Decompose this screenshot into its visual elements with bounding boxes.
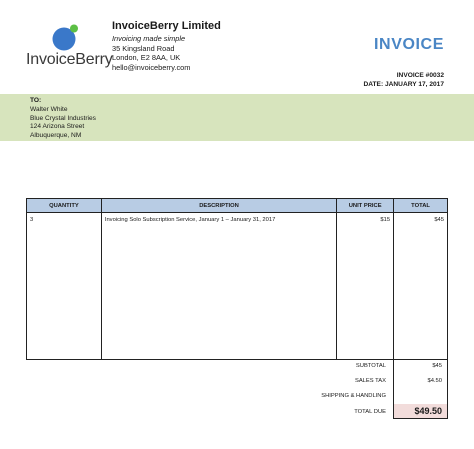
row-quantity: 3 [27, 213, 102, 359]
subtotal-label: SUBTOTAL [355, 363, 386, 369]
header-description: DESCRIPTION [101, 199, 336, 213]
shipping-value [393, 389, 448, 404]
company-name: InvoiceBerry Limited [112, 20, 221, 32]
total-due-row [0, 404, 474, 419]
table-header-row [27, 199, 448, 213]
shipping-label: SHIPPING & HANDLING [321, 393, 386, 399]
client-street: 124 Arizona Street [30, 123, 85, 131]
company-address-line2: London, E2 8AA, UK [112, 53, 181, 63]
row-total: $45 [394, 213, 448, 359]
table-row [27, 213, 448, 359]
company-email: hello@invoiceberry.com [112, 62, 191, 72]
invoice-meta [364, 71, 445, 89]
company-tagline: Invoicing made simple [112, 34, 186, 43]
company-logo [26, 22, 113, 70]
client-city: Albuquerque, NM [30, 132, 82, 140]
header-total: TOTAL [394, 199, 448, 213]
invoice-date: DATE: JANUARY 17, 2017 [363, 81, 444, 88]
logo-text: InvoiceBerry [26, 51, 113, 68]
company-address-line1: 35 Kingsland Road [112, 43, 175, 53]
invoice-number: INVOICE #0032 [396, 72, 444, 79]
total-due-value: $49.50 [393, 404, 448, 419]
sales-tax-value: $4.50 [393, 374, 448, 389]
sales-tax-label: SALES TAX [354, 378, 386, 384]
client-name: Walter White [30, 105, 68, 113]
bill-to-label: TO: [30, 97, 42, 104]
subtotal-value: $45 [393, 359, 448, 374]
header-unit-price: UNIT PRICE [337, 199, 394, 213]
row-description: Invoicing Solo Subscription Service, January 1 – January 31, 2017 [101, 213, 336, 359]
shipping-row [0, 389, 474, 404]
sales-tax-row [0, 374, 474, 389]
header-quantity: QUANTITY [27, 199, 102, 213]
line-items-table [26, 198, 448, 360]
bill-to-section [0, 94, 474, 141]
invoice-title: INVOICE [374, 36, 444, 53]
subtotal-row [0, 359, 474, 374]
row-unit-price: $15 [337, 213, 394, 359]
client-company: Blue Crystal Industries [30, 114, 96, 122]
total-due-label: TOTAL DUE [354, 409, 386, 415]
berry-logo-icon [52, 24, 80, 52]
company-info [112, 20, 221, 72]
